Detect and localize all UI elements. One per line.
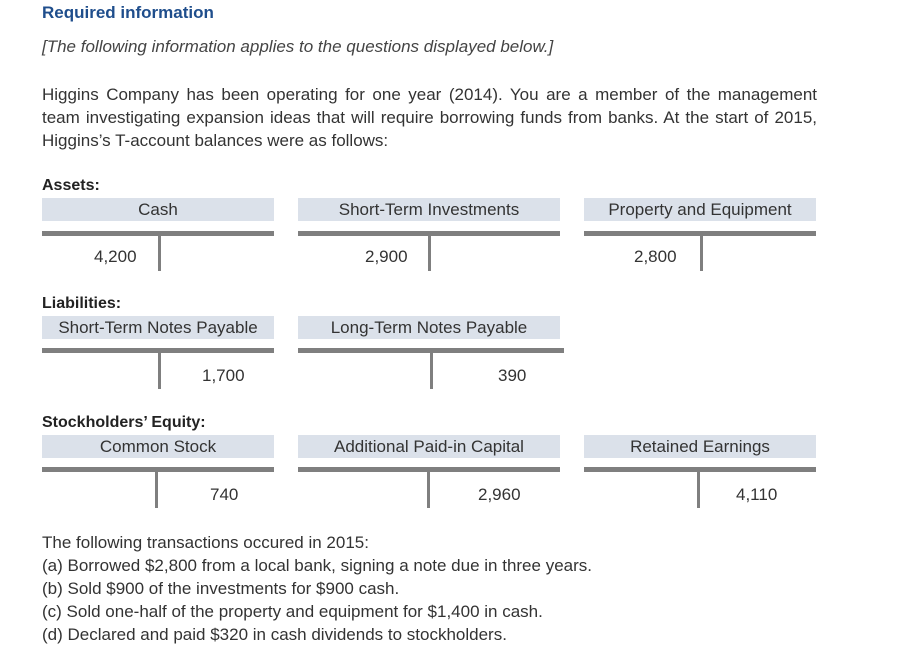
required-information-title: Required information xyxy=(42,3,214,22)
account-name: Additional Paid-in Capital xyxy=(298,435,560,458)
liabilities-heading: Liabilities: xyxy=(42,295,122,312)
debit-balance: 4,200 xyxy=(94,247,137,266)
applies-note: [The following information applies to the questions displayed below.] xyxy=(42,37,554,56)
credit-balance: 4,110 xyxy=(736,485,778,504)
account-name: Cash xyxy=(42,198,274,221)
t-divider xyxy=(427,467,430,508)
debit-balance: 2,800 xyxy=(634,247,677,266)
t-divider xyxy=(158,231,161,271)
intro-paragraph: Higgins Company has been operating for one year (2014). You are a member of the management team investigating expansion ideas that will require borrowing funds from banks. At the start of 2015, Higgins’s T-account balances were as follows: xyxy=(42,85,817,150)
credit-balance: 390 xyxy=(498,366,527,385)
debit-balance: 2,900 xyxy=(365,247,408,266)
credit-balance: 740 xyxy=(210,485,239,504)
t-divider xyxy=(700,231,703,271)
t-account-cash xyxy=(42,198,274,273)
account-name: Common Stock xyxy=(42,435,274,458)
t-account-retained-earnings xyxy=(584,435,816,510)
t-account-long-term-notes-payable xyxy=(298,316,560,391)
t-divider xyxy=(697,467,700,508)
t-divider xyxy=(430,348,433,389)
t-divider xyxy=(155,467,158,508)
t-bar xyxy=(584,467,816,472)
transactions-heading: The following transactions occured in 2015: xyxy=(42,533,369,552)
t-bar xyxy=(42,467,274,472)
t-account-short-term-investments xyxy=(298,198,560,273)
transaction-d: (d) Declared and paid $320 in cash dividends to stockholders. xyxy=(42,625,507,644)
t-divider xyxy=(158,348,161,389)
credit-balance: 1,700 xyxy=(202,366,245,385)
account-name: Long-Term Notes Payable xyxy=(298,316,560,339)
credit-balance: 2,960 xyxy=(478,485,521,504)
account-name: Short-Term Notes Payable xyxy=(42,316,274,339)
account-name: Property and Equipment xyxy=(584,198,816,221)
t-account-additional-paid-in-capital xyxy=(298,435,560,510)
transaction-a: (a) Borrowed $2,800 from a local bank, signing a note due in three years. xyxy=(42,556,592,575)
account-name: Retained Earnings xyxy=(584,435,816,458)
t-account-property-equipment xyxy=(584,198,816,273)
t-account-short-term-notes-payable xyxy=(42,316,274,391)
t-divider xyxy=(428,231,431,271)
equity-heading: Stockholders’ Equity: xyxy=(42,414,206,431)
transaction-c: (c) Sold one-half of the property and equipment for $1,400 in cash. xyxy=(42,602,543,621)
t-account-common-stock xyxy=(42,435,274,510)
transactions-list xyxy=(42,531,592,646)
transaction-b: (b) Sold $900 of the investments for $900 cash. xyxy=(42,579,400,598)
assets-heading: Assets: xyxy=(42,177,100,194)
account-name: Short-Term Investments xyxy=(298,198,560,221)
